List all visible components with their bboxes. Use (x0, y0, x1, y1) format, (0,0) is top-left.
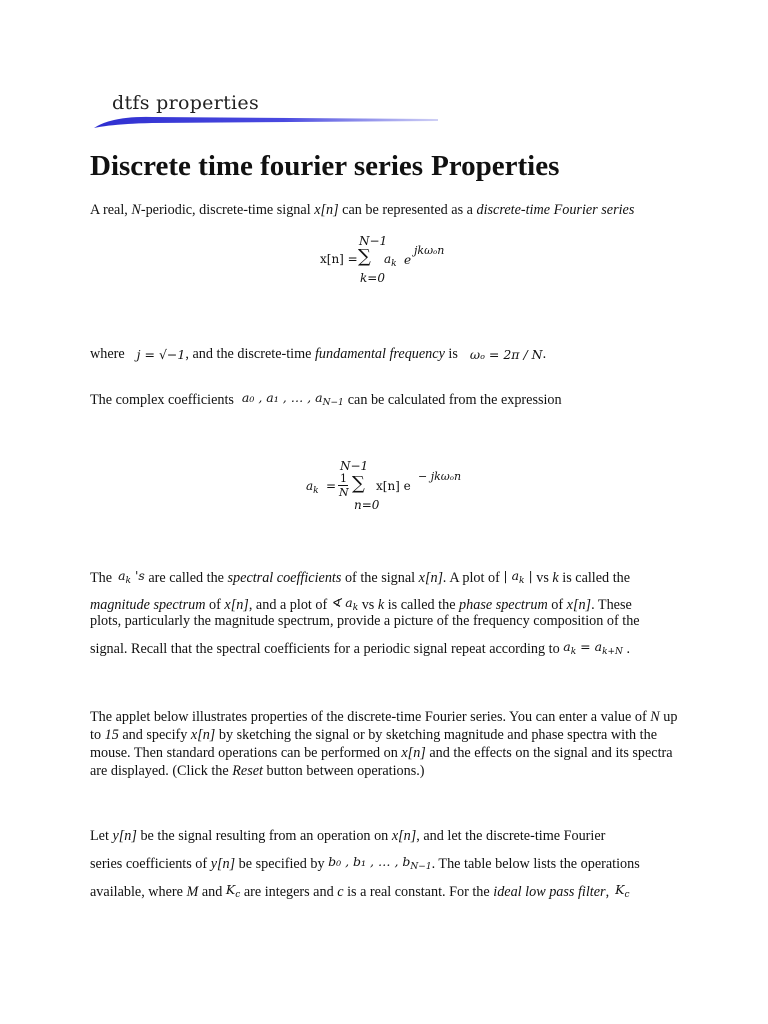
ak-phase-symbol: ∢ $a_k$ (330, 595, 359, 613)
spectral-line-3: plots, particularly the magnitude spectrum, provide a picture of the frequency composition of the (90, 613, 640, 629)
dtfs-synthesis-equation: N−1 x[n] = ∑ $a_k$ e jkωₒn k=0 (320, 234, 445, 285)
spectral-line-1: The $a_k$ 's are called the spectral coefficients of the signal x[n]. A plot of | $a_k$ | vs k is called the (90, 567, 680, 590)
let-y-line-3: available, where M and $K_c$ are integers and c is a real constant. For the ideal low pass filter, $K_c$ (90, 881, 680, 904)
let-y-line-2: series coefficients of y[n] be specified by b₀ , b₁ , … , $b_{N-1}$. The table below lists the operations (90, 853, 680, 876)
dtfs-analysis-equation: N−1 $a_k$ = 1 N ∑ x[n] e − jkωₒn n=0 (306, 459, 462, 512)
spectral-line-2: magnitude spectrum of x[n], and a plot of ∢ $a_k$ vs k is called the phase spectrum of x[n]. These (90, 594, 680, 617)
intro-paragraph: A real, N-periodic, discrete-time signal x[n] can be represented as a discrete-time Fourier series (90, 202, 635, 218)
spectral-line-4: signal. Recall that the spectral coefficients for a periodic signal repeat according to $a_k = a_{k+N}$ . (90, 638, 680, 661)
j-definition: j = √−1 (136, 346, 186, 362)
page-title: Discrete time fourier series Properties (90, 150, 560, 182)
let-y-line-1: Let y[n] be the signal resulting from an operation on x[n], and let the discrete-time Fourier (90, 828, 606, 844)
kc-symbol: $K_c$ (225, 882, 241, 900)
b-coefficient-list: b₀ , b₁ , … , $b_{N-1}$ (328, 854, 432, 872)
where-paragraph: where j = √−1, and the discrete-time fundamental frequency is ωₒ = 2π / N. (90, 346, 547, 362)
dtfs-logo (92, 88, 438, 132)
logo-swoosh-bar (92, 114, 438, 130)
coefficients-paragraph: The complex coefficients a₀ , a₁ , … , $a_{N-1}$ can be calculated from the expression (90, 389, 680, 412)
periodicity-formula: $a_k = a_{k+N}$ (563, 639, 623, 657)
ak-magnitude-symbol: | $a_k$ | (503, 568, 533, 586)
ak-symbol: $a_k$ 's (118, 568, 145, 586)
kc-symbol-2: $K_c$ (615, 882, 630, 900)
fundamental-frequency-formula: ωₒ = 2π / N (469, 346, 543, 362)
applet-paragraph: The applet below illustrates properties of the discrete-time Fourier series. You can enter a value of N up to 15 and specify x[n] by sketching the signal or by sketching magnitude and phase spectra with the mouse. Then standard operations can be performed on x[n] and the effects on the signal and its spectra are displayed. (Click the Reset button between operations.) (90, 709, 678, 779)
coefficient-list: a₀ , a₁ , … , $a_{N-1}$ (241, 390, 344, 408)
logo-text: dtfs properties (112, 92, 259, 114)
